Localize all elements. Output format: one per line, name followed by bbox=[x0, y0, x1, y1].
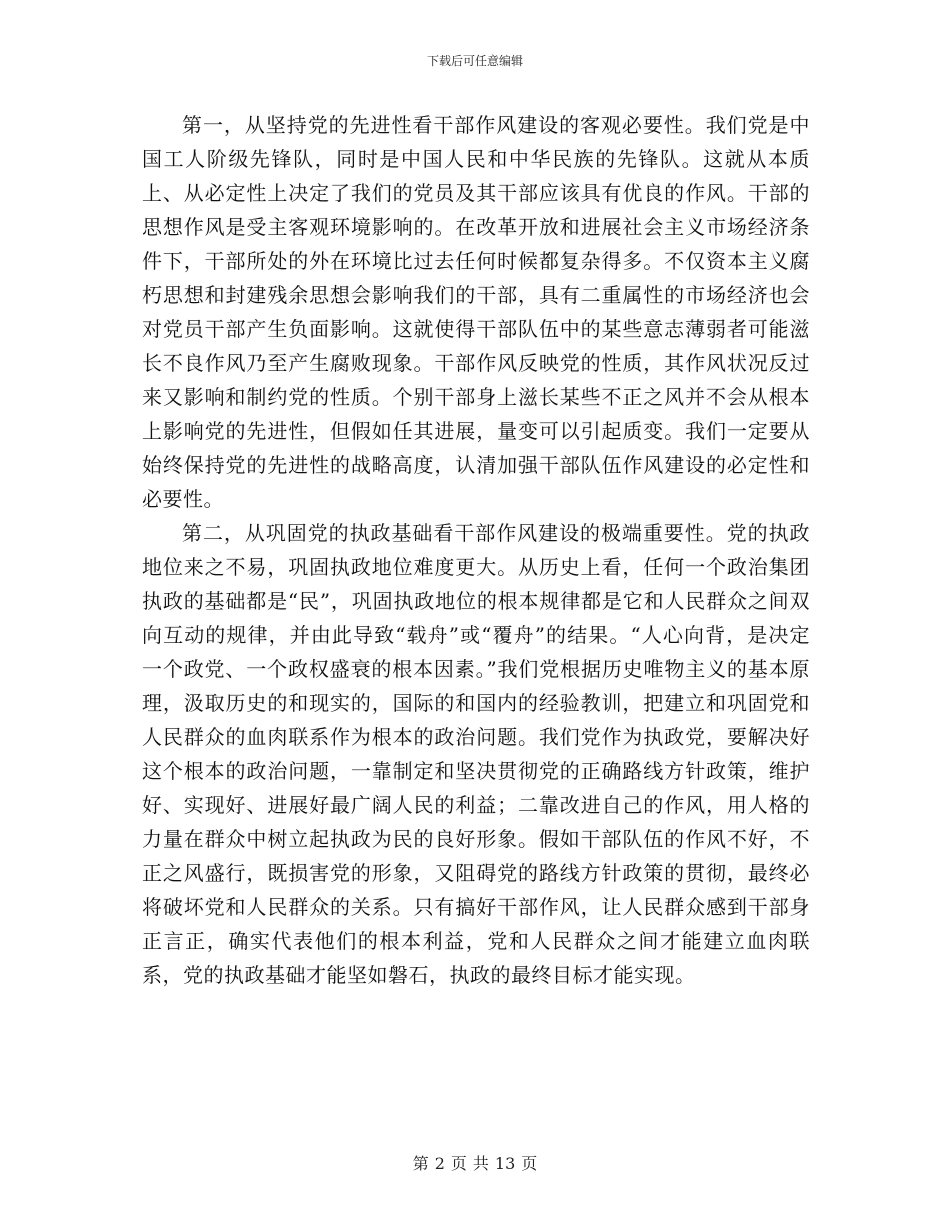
document-body bbox=[142, 108, 810, 992]
page-number: 2 bbox=[434, 1154, 445, 1173]
footer-mid: 页 bbox=[450, 1154, 467, 1173]
paragraph-1: 第一，从坚持党的先进性看干部作风建设的客观必要性。我们党是中国工人阶级先锋队，同时是中国人民和中华民族的先锋队。这就从本质上、从必定性上决定了我们的党员及其干部应该具有优良的作风。干部的思想作风是受主客观环境影响的。在改革开放和进展社会主义市场经济条件下，干部所处的外在环境比过去任何时候都复杂得多。不仅资本主义腐朽思想和封建残余思想会影响我们的干部，具有二重属性的市场经济也会对党员干部产生负面影响。这就使得干部队伍中的某些意志薄弱者可能滋长不良作风乃至产生腐败现象。干部作风反映党的性质，其作风状况反过来又影响和制约党的性质。个别干部身上滋长某些不正之风并不会从根本上影响党的先进性，但假如任其进展，量变可以引起质变。我们一定要从始终保持党的先进性的战略高度，认清加强干部队伍作风建设的必定性和必要性。 bbox=[142, 113, 810, 511]
paragraph-2: 第二，从巩固党的执政基础看干部作风建设的极端重要性。党的执政地位来之不易，巩固执政地位难度更大。从历史上看，任何一个政治集团执政的基础都是“民”，巩固执政地位的根本规律都是它和人民群众之间双向互动的规律，并由此导致“载舟”或“覆舟”的结果。“人心向背，是决定一个政党、一个政权盛衰的根本因素。”我们党根据历史唯物主义的基本原理，汲取历史的和现实的，国际的和国内的经验教训，把建立和巩固党和人民群众的血肉联系作为根本的政治问题。我们党作为执政党，要解决好这个根本的政治问题，一靠制定和坚决贯彻党的正确路线方针政策，维护好、实现好、进展好最广阔人民的利益；二靠改进自己的作风，用人格的力量在群众中树立起执政为民的良好形象。假如干部队伍的作风不好，不正之风盛行，既损害党的形象，又阻碍党的路线方针政策的贯彻，最终必将破坏党和人民群众的关系。只有搞好干部作风，让人民群众感到干部身正言正，确实代表他们的根本利益，党和人民群众之间才能建立血肉联系，党的执政基础才能坚如磐石，执政的最终目标才能实现。 bbox=[142, 521, 810, 987]
footer-total-prefix: 共 bbox=[472, 1154, 489, 1173]
total-pages: 13 bbox=[494, 1154, 516, 1173]
footer-suffix: 页 bbox=[521, 1154, 538, 1173]
footer-prefix: 第 bbox=[412, 1154, 429, 1173]
page-footer bbox=[0, 1153, 950, 1175]
page-header-note: 下载后可任意编辑 bbox=[426, 54, 523, 68]
